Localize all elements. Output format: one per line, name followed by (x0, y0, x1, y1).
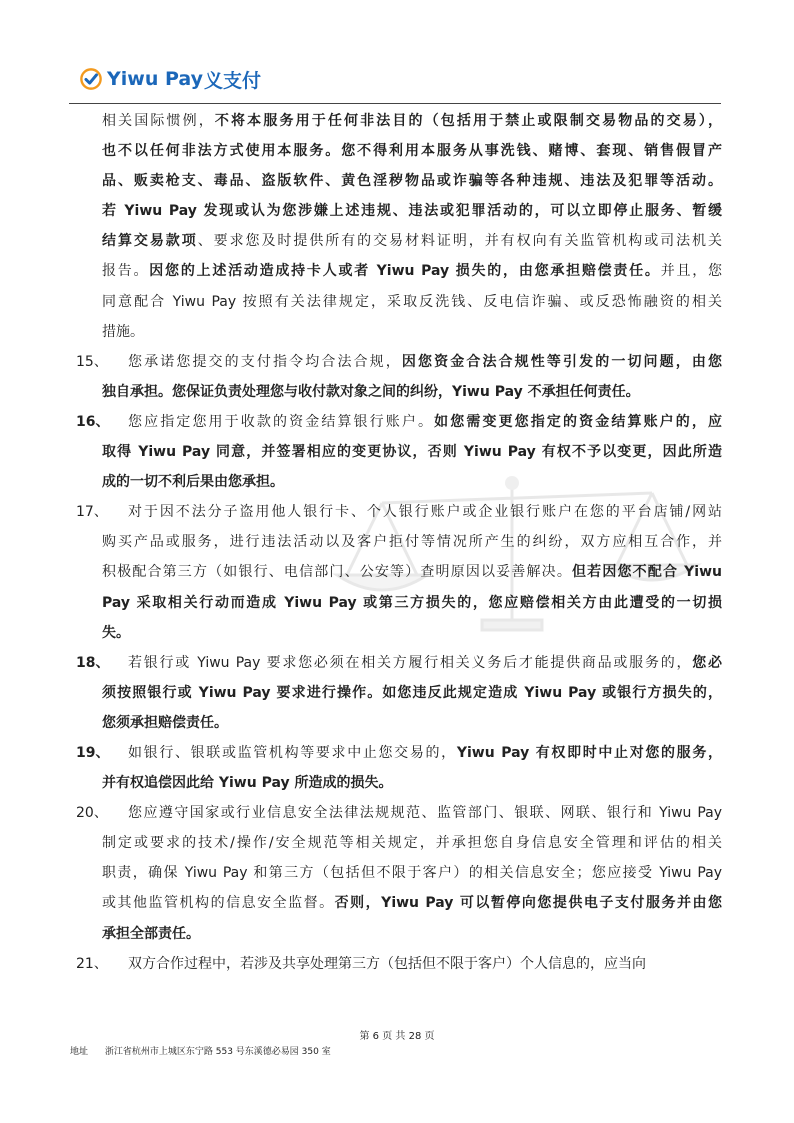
address-text: 浙江省杭州市上城区东宁路 553 号东溪德必易园 350 室 (104, 1047, 331, 1057)
text-line (70, 858, 722, 888)
text-line (70, 738, 722, 768)
text-line (70, 497, 722, 527)
clause-20 (70, 798, 722, 948)
bold-segment: 品、贩卖枪支、毒品、盗版软件、黄色淫秽物品或诈骗等各种违规、违法及犯罪等活动。 (102, 173, 722, 190)
page-number: 第 6 页 共 28 页 (359, 1031, 435, 1042)
text-line (70, 407, 722, 437)
text-segment: 、要求您及时提供所有的交易材料证明，并有权向有关监管机构或司法机关 (197, 233, 723, 250)
text-segment: 您应指定您用于收款的资金结算银行账户。 (128, 413, 435, 430)
text-segment: 您应遵守国家或行业信息安全法律法规规范、监管部门、银联、网联、银行和 Yiwu Pay (128, 805, 722, 822)
line-text (102, 136, 722, 166)
clause-number: 18、 (76, 654, 110, 671)
text-line (70, 136, 722, 166)
text-line (70, 256, 722, 286)
clause-18 (70, 648, 722, 738)
text-segment: 职责，确保 Yiwu Pay 和第三方（包括但不限于客户）的相关信息安全；您应接受 Yiwu Pay (102, 865, 722, 882)
text-segment: 并且，您 (660, 263, 722, 280)
bold-segment: 不将本服务用于任何非法目的（包括用于禁止或限制交易物品的交易）， (214, 113, 722, 129)
line-text (128, 407, 722, 437)
footer-address (70, 1044, 331, 1057)
line-text (102, 828, 722, 858)
bold-segment: 失。 (102, 624, 130, 641)
clause-number: 17、 (76, 504, 108, 521)
bold-segment: 但若因您不配合 Yiwu (572, 564, 722, 581)
text-segment: 或其他监管机构的信息安全监督。 (102, 895, 335, 912)
bold-segment: 并有权追偿因此给 Yiwu Pay 所造成的损失。 (102, 775, 393, 792)
bold-segment: 若 Yiwu Pay 发现或认为您涉嫌上述违规、违法或犯罪活动的，可以立即停止服务、暂缓 (102, 203, 722, 220)
text-line (70, 888, 722, 918)
text-segment: 制定或要求的技术/操作/安全规范等相关规定，并承担您自身信息安全管理和评估的相关 (102, 835, 722, 852)
line-text (128, 497, 722, 527)
text-line (70, 437, 722, 467)
line-text (102, 858, 722, 888)
logo (80, 64, 261, 94)
text-line (70, 166, 722, 196)
checkmark-logo-icon (80, 68, 102, 90)
header-divider (69, 103, 721, 104)
line-text (128, 648, 722, 678)
line-text (102, 377, 722, 407)
text-line (70, 828, 722, 858)
line-text (128, 798, 722, 828)
bold-segment: 如您需变更您指定的资金结算账户的，应 (434, 413, 723, 430)
text-line (70, 708, 722, 738)
text-segment: 积极配合第三方（如银行、电信部门、公安等）查明原因以妥善解决。 (102, 564, 572, 581)
bold-segment: 您须承担赔偿责任。 (102, 714, 228, 731)
clause-number: 19、 (76, 744, 110, 761)
clause-number: 15、 (76, 353, 108, 370)
line-text (102, 287, 722, 317)
document-body (70, 106, 722, 979)
text-segment: 购买产品或服务，进行违法活动以及客户拒付等情况所产生的纠纷，双方应相互合作，并 (102, 534, 722, 551)
text-line (70, 798, 722, 828)
text-segment: 措施。 (102, 323, 144, 340)
text-line (70, 678, 722, 708)
line-text (128, 949, 722, 979)
line-text (102, 768, 722, 798)
bold-segment: 成的一切不利后果由您承担。 (102, 474, 284, 491)
line-text (102, 618, 722, 648)
text-segment: 相关国际惯例， (102, 113, 215, 129)
text-line (70, 768, 722, 798)
address-label: 地址 (70, 1047, 89, 1057)
line-text (128, 738, 722, 768)
clause-19 (70, 738, 722, 798)
text-line (70, 106, 722, 136)
bold-segment: 因您资金合法合规性等引发的一切问题，由您 (401, 353, 723, 370)
text-line (70, 226, 722, 256)
line-text (102, 196, 722, 226)
line-text (102, 708, 722, 738)
text-line (70, 317, 722, 347)
bold-segment: Pay 采取相关行动而造成 Yiwu Pay 或第三方损失的，您应赔偿相关方由此遭受的一切损 (102, 594, 722, 611)
bold-segment: 否则，Yiwu Pay 可以暂停向您提供电子支付服务并由您 (334, 895, 722, 912)
line-text (102, 226, 722, 256)
line-text (128, 347, 722, 377)
clause-number: 16、 (76, 413, 110, 430)
text-line (70, 618, 722, 648)
bold-segment: 须按照银行或 Yiwu Pay 要求进行操作。如您违反此规定造成 Yiwu Pay 或银行方损失的， (102, 684, 722, 701)
bold-segment: 您必 (692, 654, 722, 671)
line-text (102, 678, 722, 708)
clause-21 (70, 949, 722, 979)
text-line (70, 949, 722, 979)
bold-segment: 承担全部责任。 (102, 925, 200, 942)
text-segment: 同意配合 Yiwu Pay 按照有关法律规定，采取反洗钱、反电信诈骗、或反恐怖融资的相关 (102, 293, 722, 310)
logo-brand-chinese: 义支付 (204, 69, 262, 92)
text-line (70, 557, 722, 587)
text-line (70, 287, 722, 317)
line-text (102, 166, 722, 196)
bold-segment: 结算交易款项 (102, 233, 198, 250)
clause-number: 21、 (76, 955, 108, 972)
clause-16 (70, 407, 722, 497)
line-text (102, 888, 722, 918)
text-line (70, 648, 722, 678)
line-text (102, 437, 722, 467)
line-text (102, 256, 722, 286)
bold-segment: 取得 Yiwu Pay 同意，并签署相应的变更协议，否则 Yiwu Pay 有权不予以变更，因此所造 (102, 444, 722, 461)
line-text (102, 317, 722, 347)
text-line (70, 588, 722, 618)
bold-segment: 也不以任何非法方式使用本服务。您不得利用本服务从事洗钱、赌博、套现、销售假冒产 (102, 143, 722, 160)
text-line (70, 196, 722, 226)
line-text (102, 527, 722, 557)
text-line (70, 377, 722, 407)
clause-17 (70, 497, 722, 647)
text-segment: 双方合作过程中，若涉及共享处理第三方（包括但不限于客户）个人信息的，应当向 (128, 955, 646, 972)
text-segment: 您承诺您提交的支付指令均合法合规， (128, 353, 402, 370)
text-line (70, 527, 722, 557)
logo-brand-text: Yiwu Pay (107, 68, 204, 90)
clause-15 (70, 347, 722, 407)
bold-segment: Yiwu Pay 有权即时中止对您的服务， (456, 744, 722, 761)
clause-continued (70, 106, 722, 347)
line-text (102, 588, 722, 618)
line-text (102, 557, 722, 587)
text-segment: 报告。 (102, 263, 150, 280)
text-segment: 对于因不法分子盗用他人银行卡、个人银行账户或企业银行账户在您的平台店铺/网站 (128, 504, 722, 521)
line-text (102, 106, 722, 136)
text-segment: 若银行或 Yiwu Pay 要求您必须在相关方履行相关义务后才能提供商品或服务的， (128, 654, 693, 671)
line-text (102, 919, 722, 949)
clause-number: 20、 (76, 805, 108, 822)
bold-segment: 独自承担。您保证负责处理您与收付款对象之间的纠纷，Yiwu Pay 不承担任何责任。 (102, 383, 640, 400)
text-line (70, 919, 722, 949)
bold-segment: 因您的上述活动造成持卡人或者 Yiwu Pay 损失的，由您承担赔偿责任。 (149, 263, 661, 280)
text-line (70, 467, 722, 497)
text-segment: 如银行、银联或监管机构等要求中止您交易的， (128, 744, 457, 761)
text-line (70, 347, 722, 377)
line-text (102, 467, 722, 497)
